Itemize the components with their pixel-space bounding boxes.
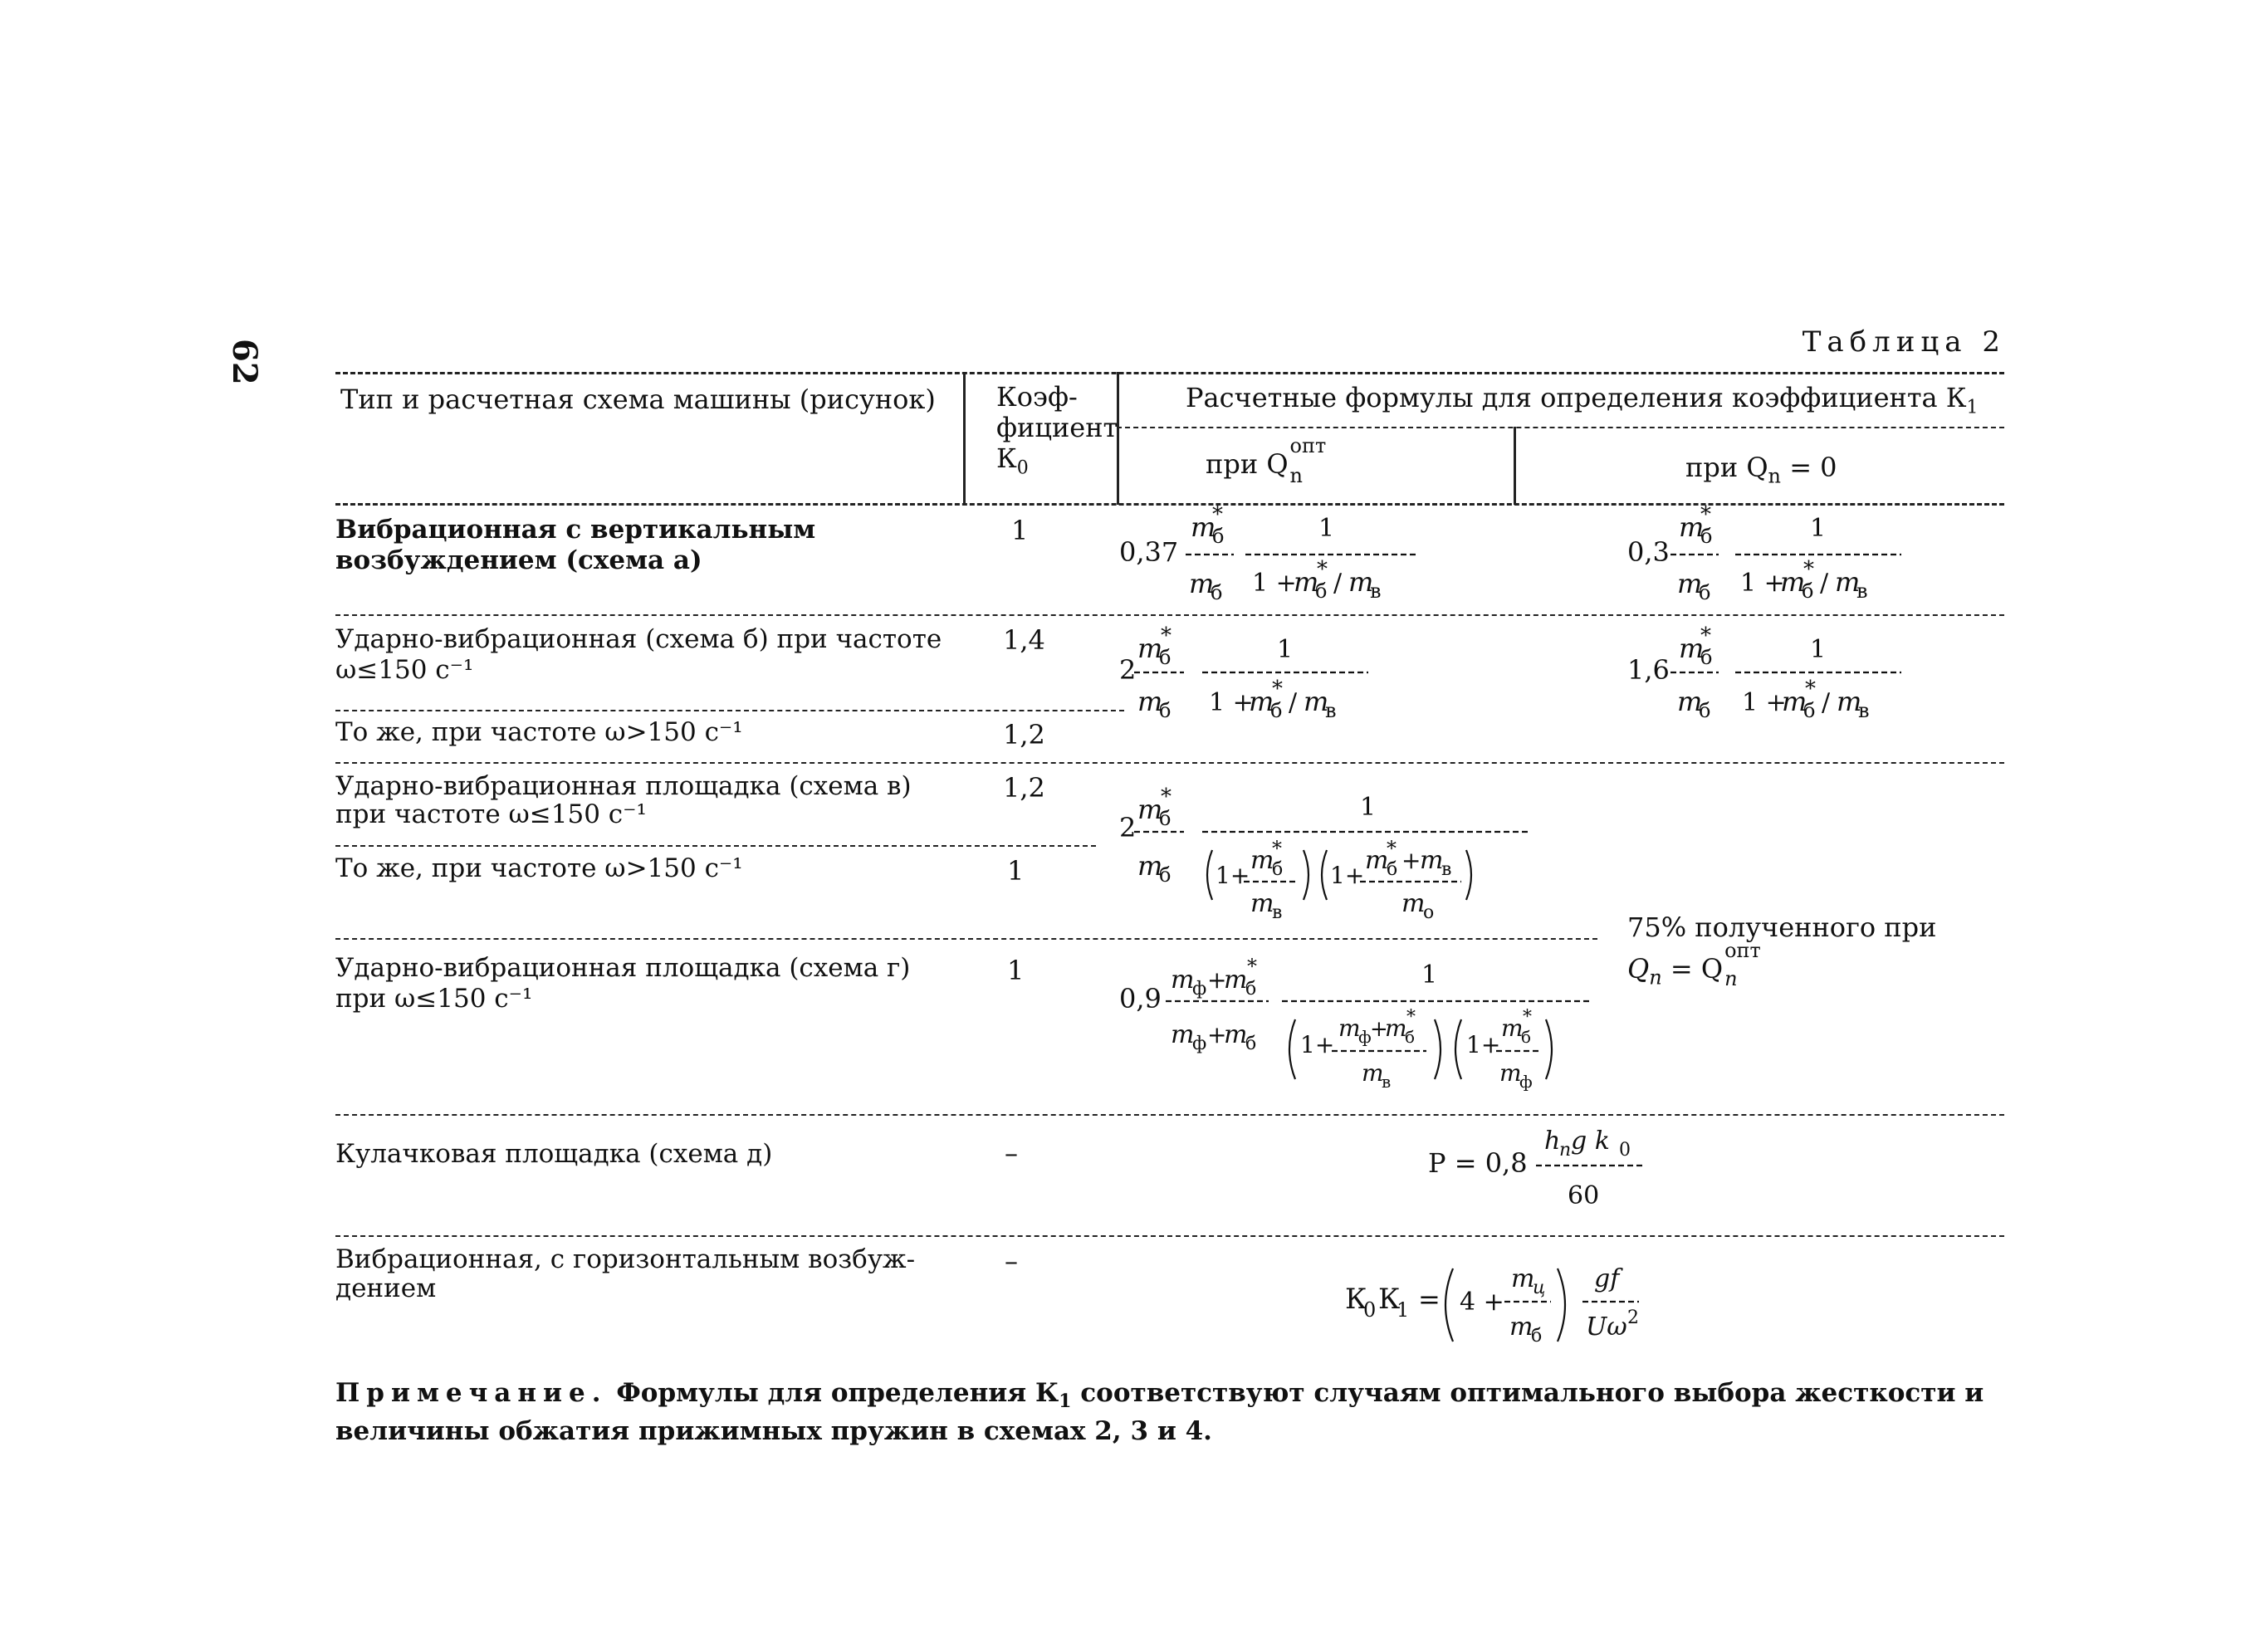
- svg-text:m: m: [1191, 511, 1216, 543]
- row-label-8: Вибрационная, с горизонтальным возбуж-дением: [335, 1244, 916, 1303]
- row-rule-3: [335, 762, 2004, 764]
- svg-text:в: в: [1382, 1072, 1392, 1092]
- percent-eq-q: Q: [1627, 953, 1650, 985]
- row-rule-2: [335, 710, 1124, 711]
- f6-num: gf: [1594, 1264, 1620, 1293]
- f6-lhs2: К: [1378, 1283, 1401, 1316]
- svg-text:m: m: [1137, 633, 1163, 664]
- svg-text:1: 1: [1810, 514, 1827, 543]
- svg-text:1+: 1+: [1330, 862, 1365, 889]
- svg-text:m: m: [1780, 566, 1806, 598]
- svg-text:m: m: [1224, 1020, 1248, 1049]
- formula-row3-opt: [1119, 772, 1551, 938]
- header-coef-line1: Коэф-: [996, 381, 1078, 413]
- svg-text:в: в: [1856, 579, 1868, 603]
- svg-text:m: m: [1137, 850, 1163, 882]
- f5-num-h: h: [1544, 1127, 1561, 1156]
- header-formulas-text: Расчетные формулы для определения коэффициента К: [1186, 382, 1967, 413]
- table-label: Таблица 2: [1802, 325, 2006, 359]
- svg-text:1 +: 1 +: [1740, 569, 1785, 598]
- svg-text:m: m: [1250, 889, 1274, 918]
- f5-num-tail-sub: 0: [1619, 1140, 1631, 1161]
- svg-text:б: б: [1270, 699, 1283, 722]
- svg-text:1: 1: [1810, 635, 1827, 664]
- svg-text:б: б: [1699, 581, 1711, 604]
- svg-text:m: m: [1294, 566, 1319, 598]
- footnote-tail: соответствуют случаям оптимального выбора жесткости и величины обжатия прижимных пружин в схемах 2, 3 и 4.: [335, 1378, 1984, 1447]
- svg-text:б: б: [1700, 646, 1713, 669]
- svg-text:*: *: [1272, 677, 1283, 701]
- svg-text:*: *: [1161, 784, 1172, 809]
- page-number: 62: [225, 339, 264, 385]
- svg-text:б: б: [1159, 807, 1172, 830]
- row-coef-2: 1,4: [1003, 624, 1045, 656]
- row-label-4: Ударно-вибрационная площадка (схема в) при частоте ω≤150 с⁻¹: [335, 771, 912, 829]
- footnote: [335, 1378, 2004, 1446]
- svg-text:m: m: [1171, 1020, 1195, 1049]
- f2b-coef: 1,6: [1627, 654, 1670, 686]
- svg-text:m: m: [1224, 965, 1248, 995]
- formula-subheader-rule: [1117, 427, 2004, 428]
- svg-text:*: *: [1387, 837, 1397, 860]
- subheader-zero-sub: n: [1768, 464, 1782, 488]
- row-rule-1: [335, 614, 2004, 616]
- row-rule-6: [335, 1114, 2004, 1116]
- svg-text:в: в: [1370, 579, 1382, 603]
- svg-text:1 +: 1 +: [1209, 688, 1254, 717]
- header-type-column: Тип и расчетная схема машины (рисунок): [340, 384, 936, 415]
- svg-text:m: m: [1501, 1014, 1524, 1042]
- percent-eq-sub: n: [1649, 965, 1662, 990]
- svg-text:+: +: [1370, 1017, 1388, 1042]
- f6-den: Uω: [1586, 1312, 1627, 1342]
- svg-text:1: 1: [1318, 514, 1335, 543]
- svg-text:m: m: [1348, 566, 1374, 598]
- header-coef-k: К: [996, 442, 1017, 474]
- svg-text:ф: ф: [1358, 1027, 1372, 1047]
- svg-text:1: 1: [1277, 635, 1294, 664]
- svg-text:ц: ц: [1533, 1278, 1546, 1298]
- f5-lhs: P = 0,8: [1428, 1147, 1528, 1179]
- footnote-text: Формулы для определения К: [607, 1378, 1059, 1408]
- header-coef-line3: [996, 443, 1118, 483]
- svg-text:+: +: [1207, 966, 1227, 994]
- row-label-2: Ударно-вибрационная (схема б) при частоте ω≤150 с⁻¹: [335, 624, 942, 685]
- svg-text:m: m: [1137, 686, 1163, 717]
- svg-text:4 +: 4 +: [1460, 1288, 1504, 1317]
- formula-row4-opt: [1119, 940, 1617, 1114]
- svg-text:/: /: [1822, 688, 1831, 717]
- svg-text:в: в: [1325, 699, 1337, 722]
- svg-text:+: +: [1207, 1021, 1227, 1048]
- svg-text:*: *: [1161, 623, 1172, 648]
- percent-eq: [1627, 939, 1761, 993]
- svg-text:m: m: [1782, 686, 1807, 717]
- header-coef-sub: 0: [1016, 457, 1029, 479]
- f6-lhs2-sub: 1: [1397, 1298, 1410, 1322]
- svg-text:ф: ф: [1192, 979, 1207, 1000]
- svg-text:m: m: [1499, 1059, 1522, 1087]
- svg-text:б: б: [1272, 859, 1284, 880]
- svg-text:m: m: [1511, 1264, 1535, 1293]
- svg-text:m: m: [1137, 794, 1163, 825]
- svg-text:/: /: [1333, 569, 1343, 598]
- footnote-lead: Примечание.: [335, 1378, 608, 1408]
- svg-text:б: б: [1245, 1034, 1257, 1054]
- svg-text:б: б: [1387, 859, 1398, 880]
- svg-text:2: 2: [1627, 1307, 1639, 1328]
- formula-row1-opt: [1119, 503, 1518, 611]
- percent-eq-rhs-sub: n: [1724, 967, 1738, 990]
- header-coef-column: [996, 382, 1118, 483]
- svg-text:m: m: [1365, 846, 1389, 875]
- svg-text:m: m: [1385, 1014, 1407, 1042]
- formula-row6: [1345, 1244, 1694, 1351]
- svg-text:*: *: [1212, 502, 1223, 527]
- row-coef-4: 1,2: [1003, 772, 1045, 804]
- f4-coef: 0,9: [1119, 983, 1162, 1014]
- svg-text:*: *: [1700, 623, 1711, 648]
- svg-text:m: m: [1679, 511, 1705, 543]
- f6-eq: =: [1418, 1283, 1441, 1315]
- svg-text:1+: 1+: [1216, 862, 1250, 889]
- footnote-sub: 1: [1059, 1391, 1072, 1413]
- row-coef-6: 1: [1007, 955, 1025, 986]
- f5-den: 60: [1568, 1181, 1600, 1210]
- f2-coef: 2: [1119, 654, 1137, 686]
- svg-text:ф: ф: [1192, 1034, 1207, 1054]
- header-formulas-sub: 1: [1966, 397, 1979, 418]
- row-coef-5: 1: [1007, 855, 1025, 887]
- row-rule-7: [335, 1235, 2004, 1237]
- svg-text:1: 1: [1421, 960, 1438, 990]
- row-label-3: То же, при частоте ω>150 с⁻¹: [335, 717, 743, 747]
- svg-text:б: б: [1700, 525, 1713, 548]
- subheader-opt-sub: n: [1289, 464, 1304, 487]
- svg-text:1+: 1+: [1466, 1031, 1501, 1058]
- f3-coef: 2: [1119, 812, 1137, 843]
- formula-row2-zero: [1627, 624, 1976, 732]
- svg-text:m: m: [1677, 686, 1703, 717]
- subheader-zero: [1685, 452, 1837, 491]
- row-label-6: Ударно-вибрационная площадка (схема г) при ω≤150 с⁻¹: [335, 953, 911, 1014]
- row-coef-7: –: [1005, 1137, 1018, 1169]
- svg-text:m: m: [1171, 965, 1195, 995]
- svg-text:б: б: [1521, 1027, 1532, 1047]
- svg-text:б: б: [1803, 699, 1816, 722]
- row-coef-8: –: [1005, 1245, 1018, 1277]
- svg-text:*: *: [1272, 837, 1282, 860]
- svg-text:m: m: [1835, 566, 1861, 598]
- formula-row2-opt: [1119, 624, 1485, 732]
- svg-text:в: в: [1272, 902, 1283, 923]
- row-rule-4: [335, 845, 1096, 847]
- svg-text:в: в: [1441, 859, 1452, 880]
- svg-text:б: б: [1159, 863, 1172, 887]
- subheader-zero-text: при Q: [1685, 452, 1768, 483]
- svg-text:m: m: [1249, 686, 1274, 717]
- svg-text:m: m: [1401, 889, 1426, 918]
- svg-text:б: б: [1159, 699, 1172, 722]
- svg-text:m: m: [1304, 686, 1329, 717]
- percent-eq-rhs: = Q: [1670, 953, 1724, 985]
- svg-text:б: б: [1802, 579, 1814, 603]
- svg-text:*: *: [1700, 502, 1711, 527]
- svg-text:б: б: [1159, 646, 1172, 669]
- svg-text:б: б: [1211, 581, 1223, 604]
- svg-text:*: *: [1406, 1007, 1416, 1028]
- svg-text:1 +: 1 +: [1742, 688, 1787, 717]
- svg-text:m: m: [1837, 686, 1862, 717]
- f6-lhs-sub: 0: [1363, 1298, 1377, 1322]
- svg-text:б: б: [1405, 1027, 1416, 1047]
- svg-text:ф: ф: [1519, 1072, 1533, 1092]
- col-divider-3: [1514, 427, 1516, 505]
- f1b-coef: 0,3: [1627, 536, 1670, 568]
- formula-row1-zero: [1627, 503, 1976, 611]
- formula-row5: [1428, 1121, 1694, 1220]
- svg-text:*: *: [1803, 557, 1814, 582]
- svg-text:1: 1: [1360, 793, 1377, 822]
- row-label-5: То же, при частоте ω>150 с⁻¹: [335, 853, 743, 883]
- svg-text:m: m: [1250, 846, 1274, 875]
- svg-text:*: *: [1247, 955, 1257, 978]
- svg-text:1+: 1+: [1300, 1031, 1335, 1058]
- percent-eq-rhs-sup: опт: [1724, 939, 1761, 962]
- table-top-rule: [335, 372, 2004, 374]
- svg-text:m: m: [1338, 1014, 1361, 1042]
- svg-text:m: m: [1362, 1059, 1384, 1087]
- svg-text:б: б: [1531, 1326, 1543, 1347]
- row-coef-1: 1: [1011, 515, 1029, 546]
- svg-text:о: о: [1423, 902, 1435, 923]
- svg-text:/: /: [1820, 569, 1829, 598]
- row-coef-3: 1,2: [1003, 719, 1045, 750]
- svg-text:*: *: [1523, 1007, 1532, 1028]
- subheader-opt-text: при Q: [1206, 448, 1289, 480]
- f6-lhs: К: [1345, 1283, 1367, 1316]
- subheader-zero-tail: = 0: [1789, 452, 1837, 483]
- svg-text:б: б: [1699, 699, 1711, 722]
- svg-text:б: б: [1245, 979, 1257, 1000]
- row-label-7: Кулачковая площадка (схема д): [335, 1139, 773, 1169]
- subheader-opt-sup: опт: [1289, 434, 1327, 457]
- svg-text:+: +: [1401, 847, 1421, 874]
- f5-num-sub: n: [1559, 1140, 1572, 1161]
- svg-text:*: *: [1317, 557, 1328, 582]
- f1-coef: 0,37: [1119, 536, 1179, 568]
- svg-text:/: /: [1289, 688, 1298, 717]
- svg-text:m: m: [1189, 568, 1215, 599]
- col-divider-1: [963, 372, 966, 505]
- svg-text:m: m: [1420, 846, 1444, 875]
- svg-text:в: в: [1858, 699, 1870, 722]
- row-label-1: Вибрационная с вертикальным возбуждением (схема а): [335, 515, 816, 575]
- svg-text:*: *: [1805, 677, 1816, 701]
- svg-text:б: б: [1315, 579, 1328, 603]
- svg-text:m: m: [1677, 568, 1703, 599]
- svg-text:m: m: [1509, 1312, 1533, 1342]
- header-formulas-column: [1186, 382, 1979, 423]
- svg-text:m: m: [1679, 633, 1705, 664]
- svg-text:1 +: 1 +: [1252, 569, 1297, 598]
- header-coef-line2: фициент: [996, 412, 1118, 443]
- percent-note: 75% полученного при: [1627, 912, 1937, 943]
- f5-num-tail: g k: [1571, 1127, 1610, 1156]
- subheader-opt: [1206, 434, 1327, 487]
- svg-text:б: б: [1212, 525, 1225, 548]
